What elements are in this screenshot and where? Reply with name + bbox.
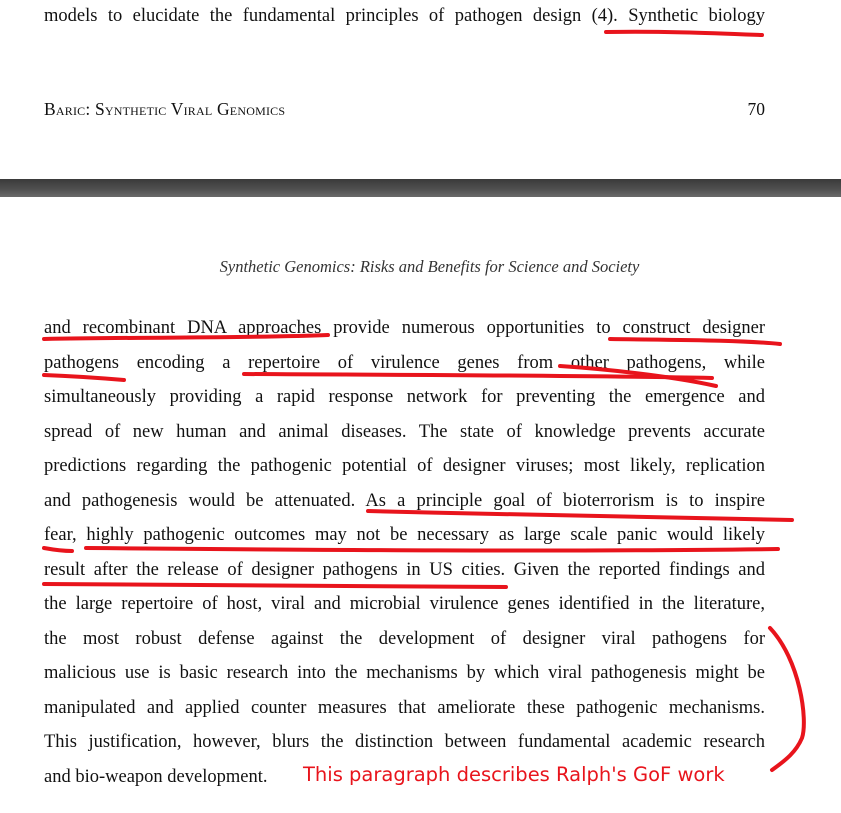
paragraph-line: spread of new human and animal diseases. The state of knowledge prevents accurate (44, 422, 765, 442)
paragraph-line: predictions regarding the pathogenic potential of designer viruses; most likely, replication (44, 456, 765, 476)
page-divider (0, 179, 841, 197)
underline-fear (44, 548, 72, 551)
paragraph-line: and bio-weapon development. (44, 767, 268, 787)
underline-synthetic-biology (606, 32, 762, 35)
paragraph-line: the large repertoire of host, viral and microbial virulence genes identified in the literature, (44, 594, 765, 614)
underline-principle-goal (368, 511, 792, 520)
paragraph-line: fear, highly pathogenic outcomes may not be necessary as large scale panic would likely (44, 525, 765, 545)
page-number: 70 (747, 99, 765, 119)
paragraph-line: pathogens encoding a repertoire of virulence genes from other pathogens, while (44, 353, 765, 373)
underline-repertoire (244, 374, 712, 378)
paragraph-line: malicious use is basic research into the mechanisms by which viral pathogenesis might be (44, 663, 765, 683)
page-header (44, 98, 765, 120)
underline-construct-designer (610, 339, 780, 344)
underline-highly-pathogenic (86, 548, 778, 551)
underline-result-after (44, 584, 506, 587)
running-head: Synthetic Genomics: Risks and Benefits for Science and Society (219, 257, 640, 276)
paragraph-line: manipulated and applied counter measures that ameliorate these pathogenic mechanisms. (44, 698, 765, 718)
paragraph-line: and pathogenesis would be attenuated. As a principle goal of bioterrorism is to inspire (44, 491, 765, 511)
bracket-paragraph (770, 628, 804, 770)
paragraph-line: the most robust defense against the development of designer viral pathogens for (44, 629, 765, 649)
underline-pathogens (44, 375, 124, 380)
paragraph-line: result after the release of designer pathogens in US cities. Given the reported findings and (44, 560, 765, 580)
paragraph-line: simultaneously providing a rapid response network for preventing the emergence and (44, 387, 765, 407)
handwritten-annotation: This paragraph describes Ralph's GoF work (303, 763, 725, 786)
previous-page-last-line: models to elucidate the fundamental principles of pathogen design (4). Synthetic biology (44, 6, 765, 26)
paragraph-line: This justification, however, blurs the distinction between fundamental academic research (44, 732, 765, 752)
paragraph-line: and recombinant DNA approaches provide numerous opportunities to construct designer (44, 318, 765, 338)
header-title: Baric: Synthetic Viral Genomics (44, 99, 286, 119)
